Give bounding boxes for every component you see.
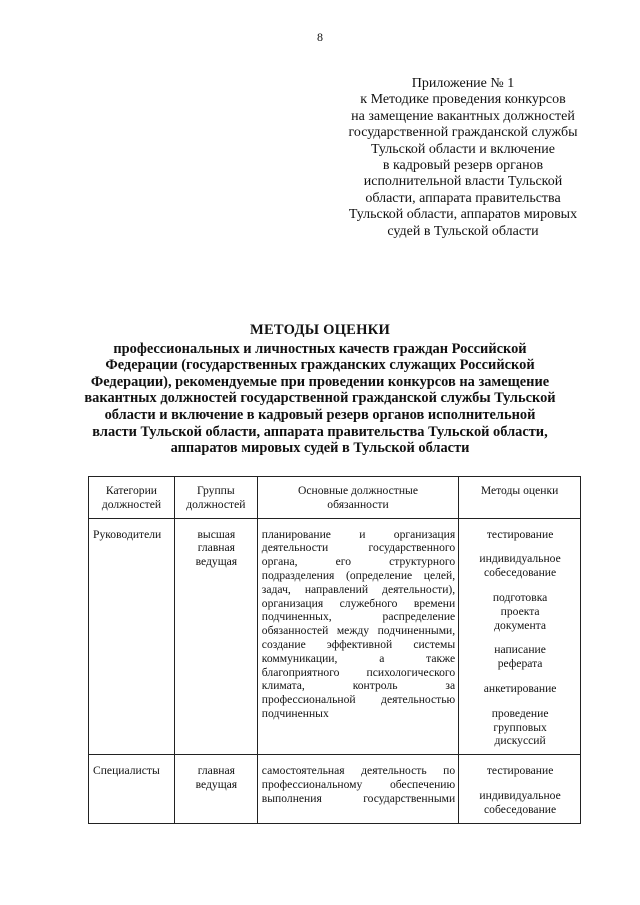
method-item: подготовка проекта документа xyxy=(492,590,548,632)
appendix-line: к Методике проведения конкурсов xyxy=(360,92,566,108)
cell-category: Руководители xyxy=(89,518,175,755)
document-title xyxy=(70,322,570,457)
table-header-row xyxy=(89,477,581,519)
table-row xyxy=(89,755,581,823)
method-item: индивидуальное собеседование xyxy=(479,788,561,816)
title-line: Федерации (государственных гражданских служащих Российской xyxy=(105,357,535,374)
cell-duties: самостоятельная деятельность по профессиональному обеспечению выполнения государственными xyxy=(257,755,458,823)
appendix-line: в кадровый резерв органов xyxy=(382,158,544,174)
group-item: главная xyxy=(197,541,235,555)
group-item: главная xyxy=(197,764,235,778)
title-line: профессиональных и личностных качеств граждан Российской xyxy=(113,340,527,357)
group-item: ведущая xyxy=(195,555,238,569)
appendix-line: на замещение вакантных должностей xyxy=(351,108,575,124)
title-line: Федерации), рекомендуемые при проведении конкурсов на замещение xyxy=(90,373,550,390)
method-item: анкетирование xyxy=(483,681,557,695)
title-line: области и включение в кадровый резерв органов исполнительной xyxy=(104,406,536,423)
appendix-line: Тульской области, аппаратов мировых xyxy=(348,207,578,223)
methods-table xyxy=(88,476,581,824)
appendix-header xyxy=(318,76,608,240)
header-duties: Основные должностные обязанности xyxy=(257,477,458,519)
appendix-line: судей в Тульской области xyxy=(387,223,539,239)
header-groups: Группы должностей xyxy=(174,477,257,519)
title-line: власти Тульской области, аппарата правительства Тульской области, xyxy=(92,423,548,440)
group-item: высшая xyxy=(197,527,236,541)
cell-groups xyxy=(174,518,257,755)
cell-duties: планирование и организация деятельности государственного органа, его структурного подразделения (определение целей, задач, направлений деятельности), организация служебного времени подчиненных, распределение обязанностей между подчиненными, создание эффективной системы коммуникации, а также благоприятного психологического климата, контроль за профессиональной деятельностью подчиненных xyxy=(257,518,458,755)
cell-methods xyxy=(459,755,581,823)
group-item: ведущая xyxy=(195,777,238,791)
method-item: индивидуальное собеседование xyxy=(479,552,561,580)
appendix-line: Приложение № 1 xyxy=(411,76,515,91)
title-line: аппаратов мировых судей в Тульской области xyxy=(170,440,470,457)
cell-groups xyxy=(174,755,257,823)
method-item: проведение групповых дискуссий xyxy=(491,706,549,748)
cell-methods xyxy=(459,518,581,755)
appendix-line: исполнительной власти Тульской xyxy=(363,174,563,190)
table-row xyxy=(89,518,581,755)
title-line: вакантных должностей государственной гражданской службы Тульской xyxy=(84,390,556,407)
method-item: тестирование xyxy=(486,764,554,778)
method-item: написание реферата xyxy=(494,643,546,671)
cell-category: Специалисты xyxy=(89,755,175,823)
appendix-line: области, аппарата правительства xyxy=(365,190,561,206)
appendix-line: Тульской области и включение xyxy=(371,141,555,157)
title-main: МЕТОДЫ ОЦЕНКИ xyxy=(249,322,390,338)
header-category: Категории должностей xyxy=(89,477,175,519)
method-item: тестирование xyxy=(486,527,554,541)
page-number: 8 xyxy=(317,30,323,44)
header-methods: Методы оценки xyxy=(459,477,581,519)
appendix-line: государственной гражданской службы xyxy=(348,125,578,141)
